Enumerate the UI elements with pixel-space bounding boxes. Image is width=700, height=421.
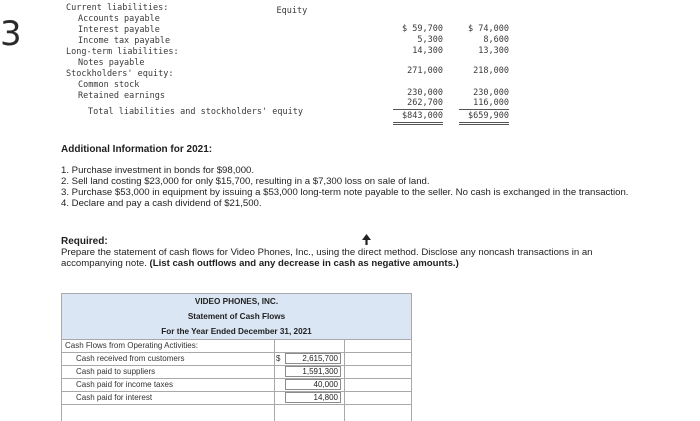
- bs-label: Interest payable: [78, 25, 160, 35]
- balance-sheet-excerpt: [66, 0, 516, 128]
- column-divider: [344, 339, 345, 421]
- bs-row-interest-payable: [78, 25, 160, 36]
- balance-sheet-top-fragment: [256, 0, 336, 16]
- bs-row-total: [88, 107, 303, 118]
- statement-period: For the Year Ended December 31, 2021: [161, 327, 312, 336]
- mouse-cursor-icon: [362, 234, 371, 245]
- value-cell: [276, 353, 341, 365]
- amount-input[interactable]: [285, 392, 341, 403]
- table-row: [62, 352, 411, 365]
- required-line-2-emphasis: (List cash outflows and any decrease in cash as negative amounts.): [149, 258, 459, 269]
- bs-row-income-tax-payable: [78, 36, 170, 47]
- bs-label: Notes payable: [78, 58, 145, 68]
- required-line-2: [61, 258, 681, 269]
- value-cell: [285, 392, 341, 404]
- value-cell: [285, 379, 341, 391]
- bs-value-2021: 271,000: [407, 66, 443, 76]
- table-row: [62, 404, 411, 417]
- bs-value-2021: 262,700: [393, 98, 443, 110]
- amount-input[interactable]: [285, 366, 341, 377]
- bs-label: Long-term liabilities:: [66, 47, 179, 57]
- bs-label: Common stock: [78, 80, 140, 90]
- info-item: 4. Declare and pay a cash dividend of $21,500.: [61, 198, 262, 209]
- bs-value-2020: 230,000: [473, 88, 509, 98]
- bs-value-2021: 230,000: [407, 88, 443, 98]
- additional-info-list: [61, 165, 697, 209]
- table-row: [62, 391, 411, 404]
- required-text: [61, 247, 681, 269]
- required-line-1: Prepare the statement of cash flows for Video Phones, Inc., using the direct method. Disclose any noncash transactions in an: [61, 247, 593, 258]
- row-label: Cash received from customers: [76, 354, 185, 363]
- bs-row-long-term-liabilities: [66, 47, 179, 58]
- statement-title: Statement of Cash Flows: [187, 312, 286, 321]
- bs-value-2020: $ 74,000: [468, 24, 509, 34]
- top-fragment-text: Equity: [276, 6, 308, 16]
- bs-value-2020: 8,600: [483, 35, 509, 45]
- bs-value-2021: $ 59,700: [402, 24, 443, 34]
- bs-value-2020: 218,000: [473, 66, 509, 76]
- amount-input[interactable]: [285, 353, 341, 364]
- statement-of-cash-flows: [61, 293, 412, 421]
- required-line-2-plain: accompanying note.: [61, 258, 150, 269]
- section-row-operating: [62, 339, 411, 352]
- bs-row-notes-payable: [78, 58, 145, 69]
- info-item: 3. Purchase $53,000 in equipment by issuing a $53,000 long-term note payable to the seller. No cash is exchanged in the transaction.: [61, 187, 629, 198]
- bs-label: Total liabilities and stockholders' equity: [88, 107, 303, 117]
- row-label: Cash paid for income taxes: [76, 380, 173, 389]
- question-number: 3: [0, 14, 22, 54]
- bs-value-2020: 116,000: [459, 98, 509, 110]
- bs-label: Stockholders' equity:: [66, 69, 174, 79]
- amount-input[interactable]: [285, 379, 341, 390]
- bs-total-2020: $659,900: [459, 111, 509, 125]
- required-heading: Required:: [61, 236, 108, 247]
- info-item: 2. Sell land costing $23,000 for only $15,700, resulting in a $7,300 loss on sale of land.: [61, 176, 430, 187]
- column-divider: [274, 339, 275, 421]
- bs-row-retained-earnings: [78, 91, 165, 102]
- table-row: [62, 378, 411, 391]
- bs-row-accounts-payable: [78, 14, 160, 25]
- row-label: Cash paid for interest: [76, 393, 153, 402]
- bs-total-2021: $843,000: [393, 111, 443, 125]
- statement-header: [62, 294, 411, 339]
- dollar-sign: $: [276, 354, 281, 363]
- row-label: Cash paid to suppliers: [76, 367, 156, 376]
- table-row: [62, 365, 411, 378]
- section-label: Cash Flows from Operating Activities:: [65, 341, 198, 350]
- bs-value-2021: 14,300: [412, 46, 443, 56]
- bs-label: Current liabilities:: [66, 3, 169, 13]
- company-name: VIDEO PHONES, INC.: [194, 297, 279, 306]
- value-cell: [285, 366, 341, 378]
- bs-label: Accounts payable: [78, 14, 160, 24]
- additional-info-heading: Additional Information for 2021:: [61, 144, 213, 155]
- bs-row-stockholders-equity: [66, 69, 173, 80]
- bs-label: Income tax payable: [78, 36, 171, 46]
- bs-value-2020: 13,300: [478, 46, 509, 56]
- bs-label: Retained earnings: [78, 91, 165, 101]
- bs-row-common-stock: [78, 80, 139, 91]
- info-item: 1. Purchase investment in bonds for $98,000.: [61, 165, 255, 176]
- bs-row-current-liabilities: [66, 3, 168, 14]
- bs-value-2021: 5,300: [417, 35, 443, 45]
